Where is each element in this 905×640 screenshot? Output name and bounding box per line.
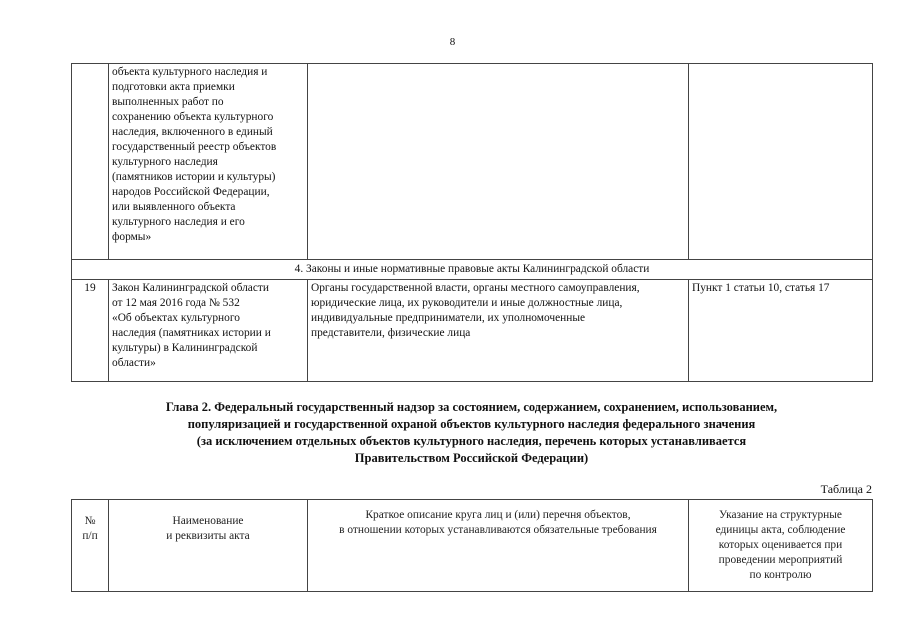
section-header-row xyxy=(72,260,873,280)
chapter-heading-line: популяризацией и государственной охраной объектов культурного наследия федерального значения xyxy=(187,417,756,431)
section-header: 4. Законы и иные нормативные правовые акты Калининградской области xyxy=(72,260,873,280)
header-description-line: в отношении которых устанавливаются обязательные требования xyxy=(339,524,657,536)
number-cell xyxy=(72,64,109,260)
chapter-heading-line: Правительством Российской Федерации) xyxy=(354,451,589,465)
act-name-line: наследия (памятниках истории и xyxy=(112,327,271,339)
chapter-heading-line: (за исключением отдельных объектов культурного наследия, перечень которых устанавливается xyxy=(196,434,747,448)
act-name-line: (памятников истории и культуры) xyxy=(112,171,276,183)
act-name-line: Закон Калининградской области xyxy=(112,282,269,294)
description-line: индивидуальные предприниматели, их уполномоченные xyxy=(311,312,586,324)
act-name-line: сохранению объекта культурного xyxy=(112,111,274,123)
description-cell xyxy=(308,280,689,382)
header-reference-line: Указание на структурные xyxy=(719,509,842,521)
act-name-line: подготовки акта приемки xyxy=(112,81,235,93)
act-name-line: народов Российской Федерации, xyxy=(112,186,270,198)
act-name-line: объекта культурного наследия и xyxy=(112,66,268,78)
chapter-heading xyxy=(71,399,872,467)
header-reference-line: проведении мероприятий xyxy=(718,554,843,566)
description-cell xyxy=(308,64,689,260)
header-act-name xyxy=(109,500,308,592)
row-number: 19 xyxy=(72,280,109,382)
header-reference xyxy=(689,500,873,592)
act-name-cell xyxy=(109,280,308,382)
act-name-line: культурного наследия xyxy=(112,156,218,168)
description-line: Органы государственной власти, органы местного самоуправления, xyxy=(311,282,640,294)
act-name-line: «Об объектах культурного xyxy=(112,312,240,324)
act-name-line: или выявленного объекта xyxy=(112,201,236,213)
header-number-line: п/п xyxy=(82,530,98,542)
header-number-line: № xyxy=(84,515,96,527)
act-name-line: государственный реестр объектов xyxy=(112,141,277,153)
header-reference-line: которых оценивается при xyxy=(718,539,843,551)
reference-cell: Пункт 1 статьи 10, статья 17 xyxy=(689,280,873,382)
act-name-line: культурного наследия и его xyxy=(112,216,245,228)
table-caption: Таблица 2 xyxy=(820,482,872,496)
header-description xyxy=(308,500,689,592)
act-name-line: формы» xyxy=(112,231,152,243)
header-number xyxy=(72,500,109,592)
header-reference-line: единицы акта, соблюдение xyxy=(715,524,846,536)
table-header-row xyxy=(72,500,873,592)
table-row xyxy=(72,64,873,260)
act-name-line: наследия, включенного в единый xyxy=(112,126,273,138)
page-number: 8 xyxy=(449,36,456,48)
description-line: юридические лица, их руководители и иные должностные лица, xyxy=(311,297,623,309)
chapter-heading-line: Глава 2. Федеральный государственный надзор за состоянием, содержанием, сохранением, использованием, xyxy=(165,400,778,414)
header-act-name-line: и реквизиты акта xyxy=(166,530,250,542)
act-name-line: от 12 мая 2016 года № 532 xyxy=(112,297,240,309)
table-row xyxy=(72,280,873,382)
act-name-cell xyxy=(109,64,308,260)
reference-cell xyxy=(689,64,873,260)
act-name-line: выполненных работ по xyxy=(112,96,224,108)
requirements-table xyxy=(71,63,873,382)
header-description-line: Краткое описание круга лиц и (или) перечня объектов, xyxy=(365,509,631,521)
header-act-name-line: Наименование xyxy=(172,515,244,527)
header-reference-line: по контролю xyxy=(749,569,812,581)
act-name-line: культуры) в Калининградской xyxy=(112,342,258,354)
description-line: представители, физические лица xyxy=(311,327,471,339)
requirements-table-2 xyxy=(71,499,873,592)
act-name-line: области» xyxy=(112,357,156,369)
